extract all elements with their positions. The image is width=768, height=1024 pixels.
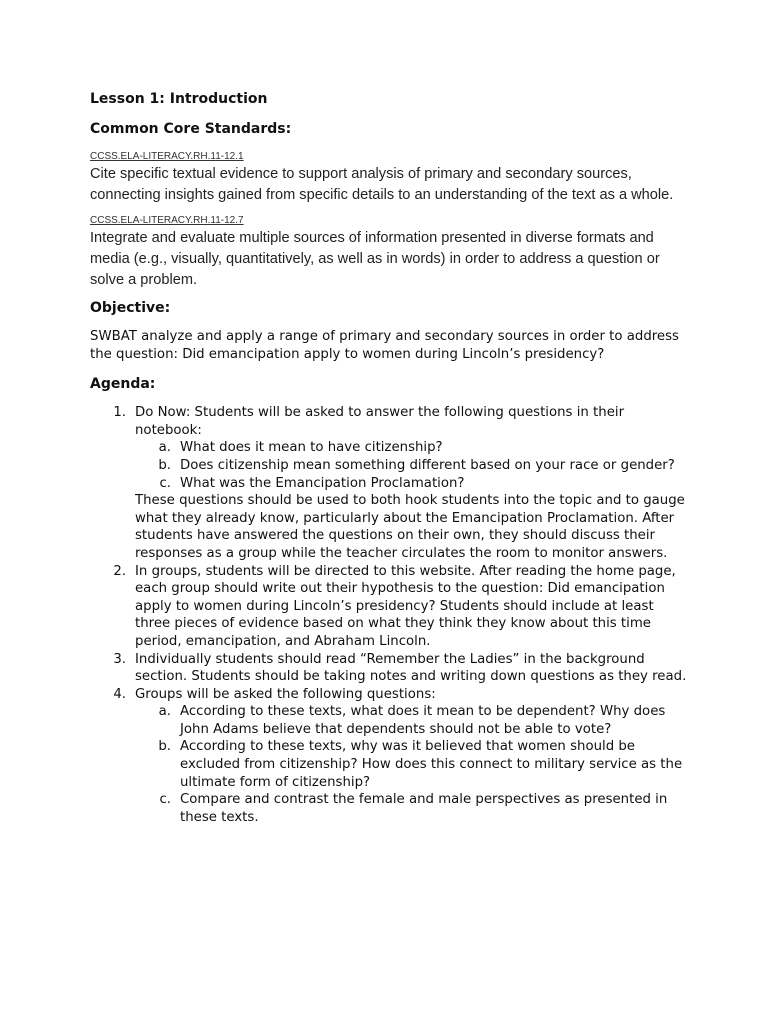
standard-2 bbox=[90, 214, 690, 291]
list-letter: c. bbox=[159, 792, 171, 808]
lesson-title: Lesson 1: Introduction bbox=[90, 91, 268, 107]
sub-item-text: Compare and contrast the female and male perspectives as presented in these texts. bbox=[180, 792, 668, 825]
list-letter: c. bbox=[159, 475, 171, 491]
sub-item-b bbox=[135, 738, 690, 791]
agenda-item-2 bbox=[90, 563, 690, 651]
standard-description: Integrate and evaluate multiple sources of information presented in diverse formats and media (e.g., visually, quantitatively, as well as in words) in order to address a question or solve a problem. bbox=[90, 230, 660, 288]
sub-item-text: What does it mean to have citizenship? bbox=[180, 440, 443, 456]
sub-item-text: What was the Emancipation Proclamation? bbox=[180, 475, 465, 491]
sub-list bbox=[135, 703, 690, 826]
agenda-item-1 bbox=[90, 404, 690, 562]
sub-item-a bbox=[135, 703, 690, 738]
agenda-item-text: Do Now: Students will be asked to answer the following questions in their notebook: bbox=[135, 405, 625, 438]
agenda-item-3 bbox=[90, 651, 690, 686]
standard-1 bbox=[90, 150, 690, 206]
agenda-item-text: Individually students should read “Remember the Ladies” in the background section. Students should be taking notes and writing down questions as they read. bbox=[135, 651, 687, 685]
list-number: 4. bbox=[113, 686, 126, 702]
document-body bbox=[90, 90, 690, 826]
sub-item-c bbox=[135, 791, 690, 826]
sub-item-a bbox=[135, 439, 690, 457]
list-number: 1. bbox=[113, 405, 126, 421]
list-number: 2. bbox=[113, 563, 126, 579]
sub-item-text: According to these texts, why was it believed that women should be excluded from citizenship? How does this connect to military service as the ultimate form of citizenship? bbox=[180, 739, 683, 790]
agenda-item-text: Groups will be asked the following questions: bbox=[135, 686, 436, 702]
agenda-item-text: In groups, students will be directed to this website. After reading the home page, each group should write out their hypothesis to the question: Did emancipation apply to women during Lincoln’s presidency? Students should include at least three pieces of evidence based on what they think they know about this time period, emancipation, and Abraham Lincoln. bbox=[135, 563, 676, 649]
standards-heading: Common Core Standards: bbox=[90, 121, 292, 137]
list-number: 3. bbox=[113, 651, 126, 667]
sub-item-text: Does citizenship mean something different based on your race or gender? bbox=[180, 457, 675, 473]
standard-description: Cite specific textual evidence to support analysis of primary and secondary sources, connecting insights gained from specific details to an understanding of the text as a whole. bbox=[90, 166, 674, 203]
agenda-item-note: These questions should be used to both hook students into the topic and to gauge what they already know, particularly about the Emancipation Proclamation. After students have answered the questions on their own, they should discuss their responses as a group while the teacher circulates the room to monitor answers. bbox=[135, 493, 685, 561]
objective-text: SWBAT analyze and apply a range of primary and secondary sources in order to address the question: Did emancipation apply to women during Lincoln’s presidency? bbox=[90, 329, 679, 362]
standard-code-link[interactable]: CCSS.ELA-LITERACY.RH.11-12.1 bbox=[90, 151, 244, 162]
agenda-list bbox=[90, 404, 690, 826]
standard-code-link[interactable]: CCSS.ELA-LITERACY.RH.11-12.7 bbox=[90, 215, 244, 226]
sub-item-c bbox=[135, 475, 690, 493]
list-letter: b. bbox=[158, 739, 171, 755]
list-letter: a. bbox=[158, 704, 171, 720]
objective-heading: Objective: bbox=[90, 300, 171, 316]
agenda-item-4 bbox=[90, 686, 690, 827]
sub-list bbox=[135, 439, 690, 492]
sub-item-b bbox=[135, 457, 690, 475]
sub-item-text: According to these texts, what does it mean to be dependent? Why does John Adams believe that dependents should not be able to vote? bbox=[180, 704, 666, 737]
list-letter: a. bbox=[158, 440, 171, 456]
agenda-heading: Agenda: bbox=[90, 376, 156, 393]
list-letter: b. bbox=[158, 457, 171, 473]
